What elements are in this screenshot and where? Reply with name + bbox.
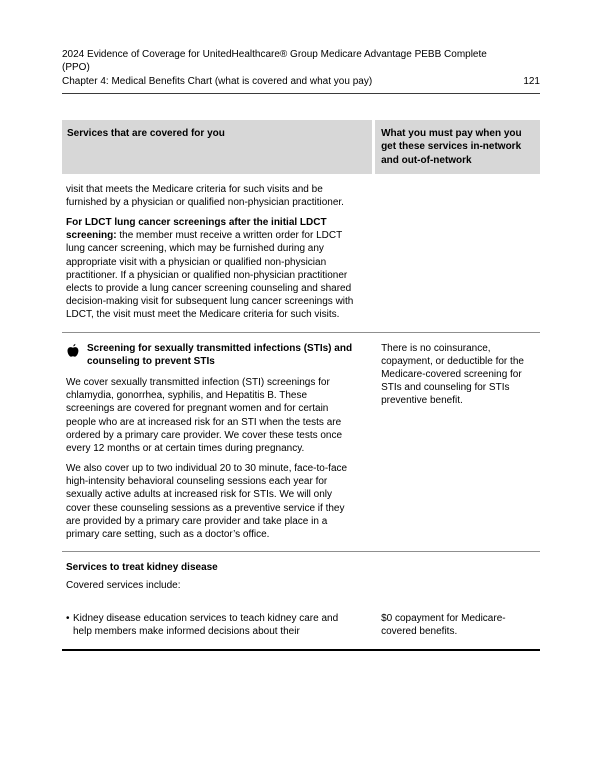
ldct-subsequent-lead: For LDCT lung cancer screenings after the initial LDCT screening: [66, 217, 327, 242]
doc-title-line1: 2024 Evidence of Coverage for UnitedHealthcare® Group Medicare Advantage PEBB Complete [62, 49, 487, 60]
header-rule [62, 93, 540, 94]
kidney-payment-cell [375, 552, 540, 648]
sti-payment-text: There is no coinsurance, copayment, or deductible for the Medicare-covered screening for STIs and counseling for STIs preventive benefit. [381, 342, 524, 407]
bullet-marker: • [66, 612, 70, 624]
kidney-bullet-item [66, 612, 355, 638]
ldct-services-cell [62, 174, 375, 332]
table-row-ldct [62, 174, 540, 332]
sti-coverage-paragraph-1: We cover sexually transmitted infection (STI) screenings for chlamydia, gonorrhea, syphilis, and Hepatitis B. These screenings are covered for pregnant women and for certain people who are at increased risk for an STI when the tests are ordered by a primary care provider. We cover these tests once every 12 months or at certain times during pregnancy. [66, 376, 343, 454]
kidney-payment-text: $0 copayment for Medicare-covered benefits. [381, 613, 506, 638]
sti-heading-text: Screening for sexually transmitted infections (STIs) and counseling to prevent STIs [87, 342, 353, 367]
kidney-heading: Services to treat kidney disease [66, 562, 218, 574]
header-text [62, 48, 487, 88]
benefits-table [62, 120, 540, 650]
kidney-bullet-text: Kidney disease education services to teach kidney care and help members make informed decisions about their [73, 612, 339, 637]
table-row-kidney [62, 552, 540, 648]
kidney-intro-text: Covered services include: [66, 580, 181, 592]
table-row-sti [62, 333, 540, 552]
ldct-subsequent-body: the member must receive a written order for LDCT lung cancer screening, which may be furnished during any appropriate visit with a physician or qualified non-physician practitioner. If a physician or qualified non-physician practitioner elects to provide a lung cancer screening counseling and shared decision-making visit for subsequent lung cancer screenings with LDCT, the visit must meet the Medicare criteria for such visits. [66, 230, 354, 321]
table-bottom-rule [62, 649, 540, 651]
page-header [62, 48, 540, 88]
apple-icon [66, 343, 79, 368]
sti-coverage-paragraph-2: We also cover up to two individual 20 to 30 minute, face-to-face high-intensity behavioral counseling sessions each year for sexually active adults at increased risk for STIs. We will only cover these counseling sessions as a preventive service if they are provided by a primary care provider and take place in a primary care setting, such as a doctor’s office. [66, 463, 348, 541]
table-header-row [62, 120, 540, 174]
sti-payment-cell [375, 333, 540, 552]
page-number: 121 [523, 75, 540, 87]
ldct-payment-cell [375, 174, 540, 332]
kidney-services-cell [62, 552, 375, 648]
ldct-continuation-text: visit that meets the Medicare criteria for such visits and be furnished by a physician or qualified non-physician practitioner. [66, 183, 344, 208]
sti-heading [66, 342, 355, 368]
sti-services-cell [62, 333, 375, 552]
ldct-subsequent-paragraph [66, 216, 355, 322]
column-header-payment: What you must pay when you get these services in-network and out-of-network [375, 120, 540, 174]
chapter-title: Chapter 4: Medical Benefits Chart (what is covered and what you pay) [62, 75, 373, 87]
column-header-services: Services that are covered for you [62, 120, 375, 174]
doc-title-line2: (PPO) [62, 62, 90, 74]
